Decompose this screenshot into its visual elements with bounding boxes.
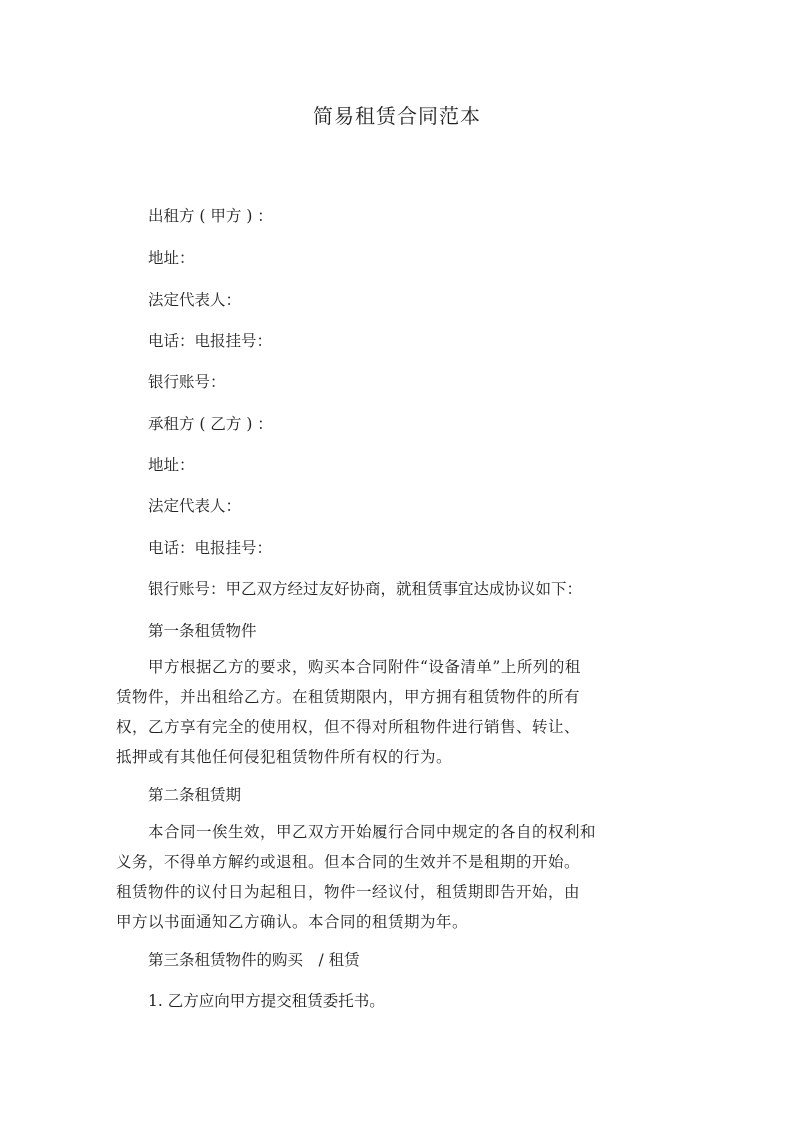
article2-heading: 第二条租赁期 [148,786,242,804]
article1-heading: 第一条租赁物件 [148,622,257,640]
lessee-bank-account-label: 银行账号：甲乙双方经过友好协商，就租赁事宜达成协议如下： [148,580,583,598]
article1-line: 抵押或有其他任何侵犯租赁物件所有权的行为。 [116,748,453,766]
article2-line: 本合同一俟生效，甲乙双方开始履行合同中规定的各自的权利和 [148,823,597,841]
document-title: 简易租赁合同范本 [313,104,481,128]
lessee-address-label: 地址： [148,456,195,474]
article2-line: 租赁物件的议付日为起租日，物件一经议付，租赁期即告开始，由 [116,883,581,901]
article1-paragraph [116,652,646,772]
lessor-phone-label: 电话：电报挂号： [148,332,273,350]
article3-item1: 1. 乙方应向甲方提交租赁委托书。 [148,992,385,1010]
article3-heading: 第三条租赁物件的购买 / 租赁 [148,951,360,969]
lessee-label: 承租方 ( 乙方 ) ： [148,415,273,433]
lessor-address-label: 地址： [148,249,195,267]
article2-paragraph [116,817,646,937]
lessee-legal-rep-label: 法定代表人： [148,497,242,515]
lessee-phone-label: 电话：电报挂号： [148,539,273,557]
article1-line: 权，乙方享有完全的使用权，但不得对所租物件进行销售、转让、 [116,718,581,736]
article2-line: 义务，不得单方解约或退租。但本合同的生效并不是租期的开始。 [116,853,581,871]
article2-line: 甲方以书面通知乙方确认。本合同的租赁期为年。 [116,913,469,931]
article1-line: 赁物件，并出租给乙方。在租赁期限内，甲方拥有租赁物件的所有 [116,688,581,706]
lessor-label: 出租方 ( 甲方 ) ： [148,207,273,225]
lessor-legal-rep-label: 法定代表人： [148,291,242,309]
article1-line: 甲方根据乙方的要求，购买本合同附件“设备清单”上所列的租 [148,658,581,676]
lessor-bank-account-label: 银行账号： [148,373,226,391]
